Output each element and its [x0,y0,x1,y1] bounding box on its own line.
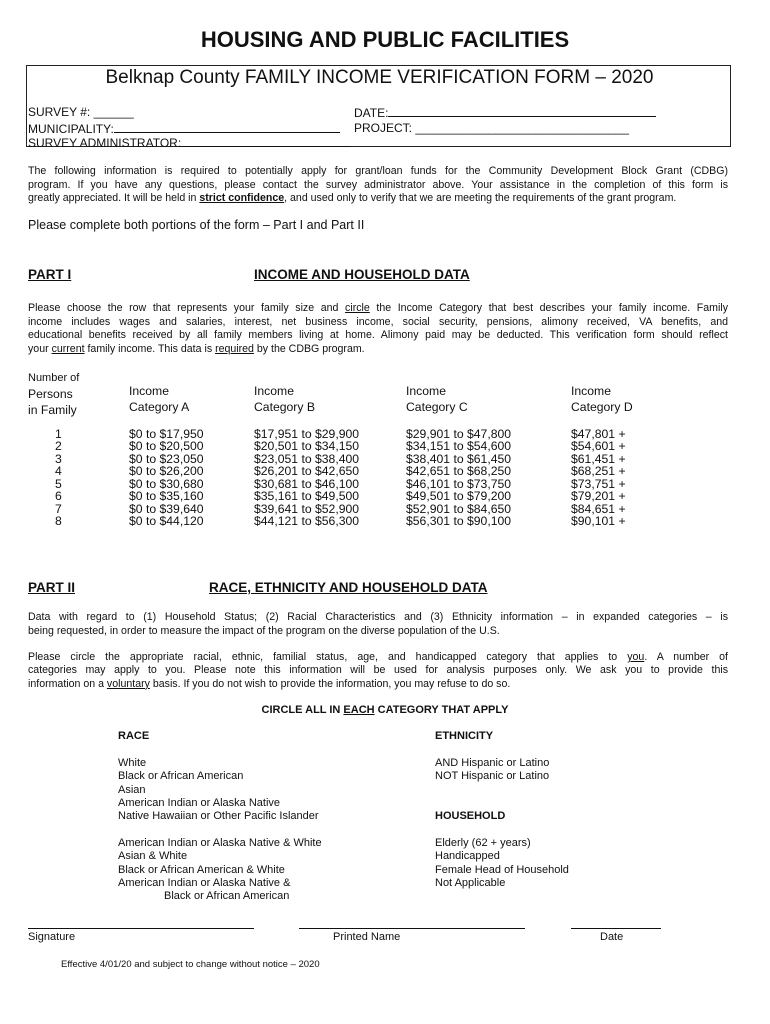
income-category-a-cell[interactable]: $0 to $39,640 [129,501,204,516]
part2-heading: RACE, ETHNICITY AND HOUSEHOLD DATA [209,580,488,595]
col-header-category-a: Income Category A [129,384,190,414]
ethnicity-list [435,757,549,784]
household-option[interactable]: Elderly (62 + years) [435,837,531,849]
income-category-b-cell[interactable]: $35,161 to $49,500 [254,489,360,504]
income-category-d-cell[interactable]: $90,101 + [571,514,626,529]
income-category-b-cell[interactable]: $30,681 to $46,100 [254,476,360,491]
date-line[interactable] [571,928,661,929]
race-heading: RACE [118,730,150,742]
col-header-category-d: Income Category D [571,384,633,414]
income-category-b-cell[interactable]: $23,051 to $38,400 [254,451,360,466]
printed-name-line[interactable] [299,928,525,929]
income-category-c-cell[interactable]: $34,151 to $54,600 [406,439,512,454]
race-option[interactable]: White [118,757,147,769]
income-category-a-cell[interactable]: $0 to $23,050 [129,451,204,466]
part1-label: PART I [28,267,72,282]
form-header-box [26,65,731,150]
income-category-a-cell[interactable]: $0 to $35,160 [129,489,204,504]
project-field[interactable]: PROJECT: ________________________________ [354,121,629,135]
income-category-d-cell[interactable]: $47,801 + [571,427,626,441]
household-option[interactable]: Female Head of Household [435,863,569,876]
col-header-category-b: Income Category B [254,384,315,414]
race-multi-option[interactable]: Black or African American & White [118,863,285,876]
income-category-c-cell[interactable]: $38,401 to $61,450 [406,451,512,466]
income-category-d-cell[interactable]: $79,201 + [571,489,626,504]
complete-note: Please complete both portions of the form – Part I and Part II [28,218,365,232]
family-size-cell: 2 [55,439,62,454]
race-multi-list [118,837,322,903]
family-size-cell: 1 [55,427,62,441]
race-multi-option-cont[interactable]: Black or African American [164,890,290,903]
income-category-a-cell[interactable]: $0 to $30,680 [129,476,204,491]
family-size-cell: 6 [55,489,62,504]
income-category-d-cell[interactable]: $84,651 + [571,501,626,516]
income-category-c-cell[interactable]: $42,651 to $68,250 [406,464,512,479]
signature-line[interactable] [28,928,254,929]
income-category-d-cell[interactable]: $73,751 + [571,476,626,491]
col-header-category-c: Income Category C [406,384,468,414]
page-title: HOUSING AND PUBLIC FACILITIES [200,27,570,52]
income-category-b-cell[interactable]: $26,201 to $42,650 [254,464,360,479]
survey-number-field[interactable]: SURVEY #: ______ [28,105,134,119]
income-category-b-cell[interactable]: $20,501 to $34,150 [254,439,360,454]
household-option[interactable]: Handicapped [435,850,500,863]
race-option[interactable]: Black or African American [118,770,244,783]
income-category-a-cell[interactable]: $0 to $44,120 [129,514,204,529]
family-size-cell: 3 [55,451,62,466]
part2-paragraph-1: Data with regard to (1) Household Status; (2) Racial Characteristics and (3) Ethnicity information – in expanded categories – is being requested, in order to measure the impact of the program on the diverse population of the U.S. [28,611,728,637]
income-category-c-cell[interactable]: $29,901 to $47,800 [406,427,512,441]
ethnicity-heading: ETHNICITY [435,730,494,742]
income-category-c-cell[interactable]: $46,101 to $73,750 [406,476,512,491]
race-list [118,757,319,823]
income-category-c-cell[interactable]: $49,501 to $79,200 [406,489,512,504]
race-multi-option[interactable]: Asian & White [118,850,188,863]
household-option[interactable]: Not Applicable [435,876,506,889]
part1-paragraph: Please choose the row that represents your family size and circle the Income Category that best describes your family income. Family income includes wages and salaries, interest, net business income, social security, pensions, alimony received, VA benefits, and educational benefits received by all family members living at home. Alimony paid may be deducted. This verification form should reflect your current family income. This data is required by the CDBG program. [28,302,728,355]
printed-name-label: Printed Name [333,931,401,943]
family-size-cell: 8 [55,514,62,529]
form-subtitle: Belknap County FAMILY INCOME VERIFICATION FORM – 2020 [105,67,654,88]
income-category-b-cell[interactable]: $39,641 to $52,900 [254,501,360,516]
income-category-c-cell[interactable]: $56,301 to $90,100 [406,514,512,529]
income-category-a-cell[interactable]: $0 to $17,950 [129,427,204,441]
income-category-a-cell[interactable]: $0 to $26,200 [129,464,204,479]
circle-instruction: CIRCLE ALL IN EACH CATEGORY THAT APPLY [261,704,509,716]
survey-administrator-field[interactable]: SURVEY ADMINISTRATOR: [28,135,351,150]
footer-note: Effective 4/01/20 and subject to change without notice – 2020 [61,959,320,970]
intro-paragraph: The following information is required to potentially apply for grant/loan funds for the Community Development Block Grant (CDBG) program. If you have any questions, please contact the survey administrator above. Your assistance in the completion of this form is greatly appreciated. It will be held in strict confidence, and used only to verify that we are meeting the requirements of the grant program. [28,165,728,205]
col-header-persons: Number of Persons in Family [28,372,80,417]
part1-heading: INCOME AND HOUSEHOLD DATA [254,267,470,282]
family-size-cell: 5 [55,476,62,491]
household-heading: HOUSEHOLD [435,810,506,822]
ethnicity-option[interactable]: NOT Hispanic or Latino [435,770,550,783]
income-category-d-cell[interactable]: $68,251 + [571,464,626,479]
family-size-cell: 7 [55,501,62,516]
signature-label: Signature [28,931,76,943]
income-category-c-cell[interactable]: $52,901 to $84,650 [406,501,512,516]
income-category-b-cell[interactable]: $17,951 to $29,900 [254,427,360,441]
date-label: Date [600,931,624,943]
income-category-d-cell[interactable]: $61,451 + [571,451,626,466]
ethnicity-option[interactable]: AND Hispanic or Latino [435,757,550,769]
date-field[interactable]: DATE: [354,105,656,120]
income-category-b-cell[interactable]: $44,121 to $56,300 [254,514,360,529]
part2-paragraph-2: Please circle the appropriate racial, ethnic, familial status, age, and handicapped category that applies to you. A number of categories may apply to you. Please note this information will be used for analysis purposes only. We ask you to provide this information on a voluntary basis. If you do not wish to provide the information, you may refuse to do so. [28,651,728,690]
income-category-d-cell[interactable]: $54,601 + [571,439,626,454]
income-category-a-cell[interactable]: $0 to $20,500 [129,439,204,454]
municipality-field[interactable]: MUNICIPALITY: [28,121,340,136]
family-size-cell: 4 [55,464,62,479]
household-list [435,837,569,890]
race-option[interactable]: Native Hawaiian or Other Pacific Islander [118,810,319,823]
race-option[interactable]: American Indian or Alaska Native [118,796,281,809]
race-multi-option[interactable]: American Indian or Alaska Native & White [118,837,322,849]
part2-label: PART II [28,580,75,595]
race-multi-option[interactable]: American Indian or Alaska Native & [118,876,291,889]
race-option[interactable]: Asian [118,783,146,796]
